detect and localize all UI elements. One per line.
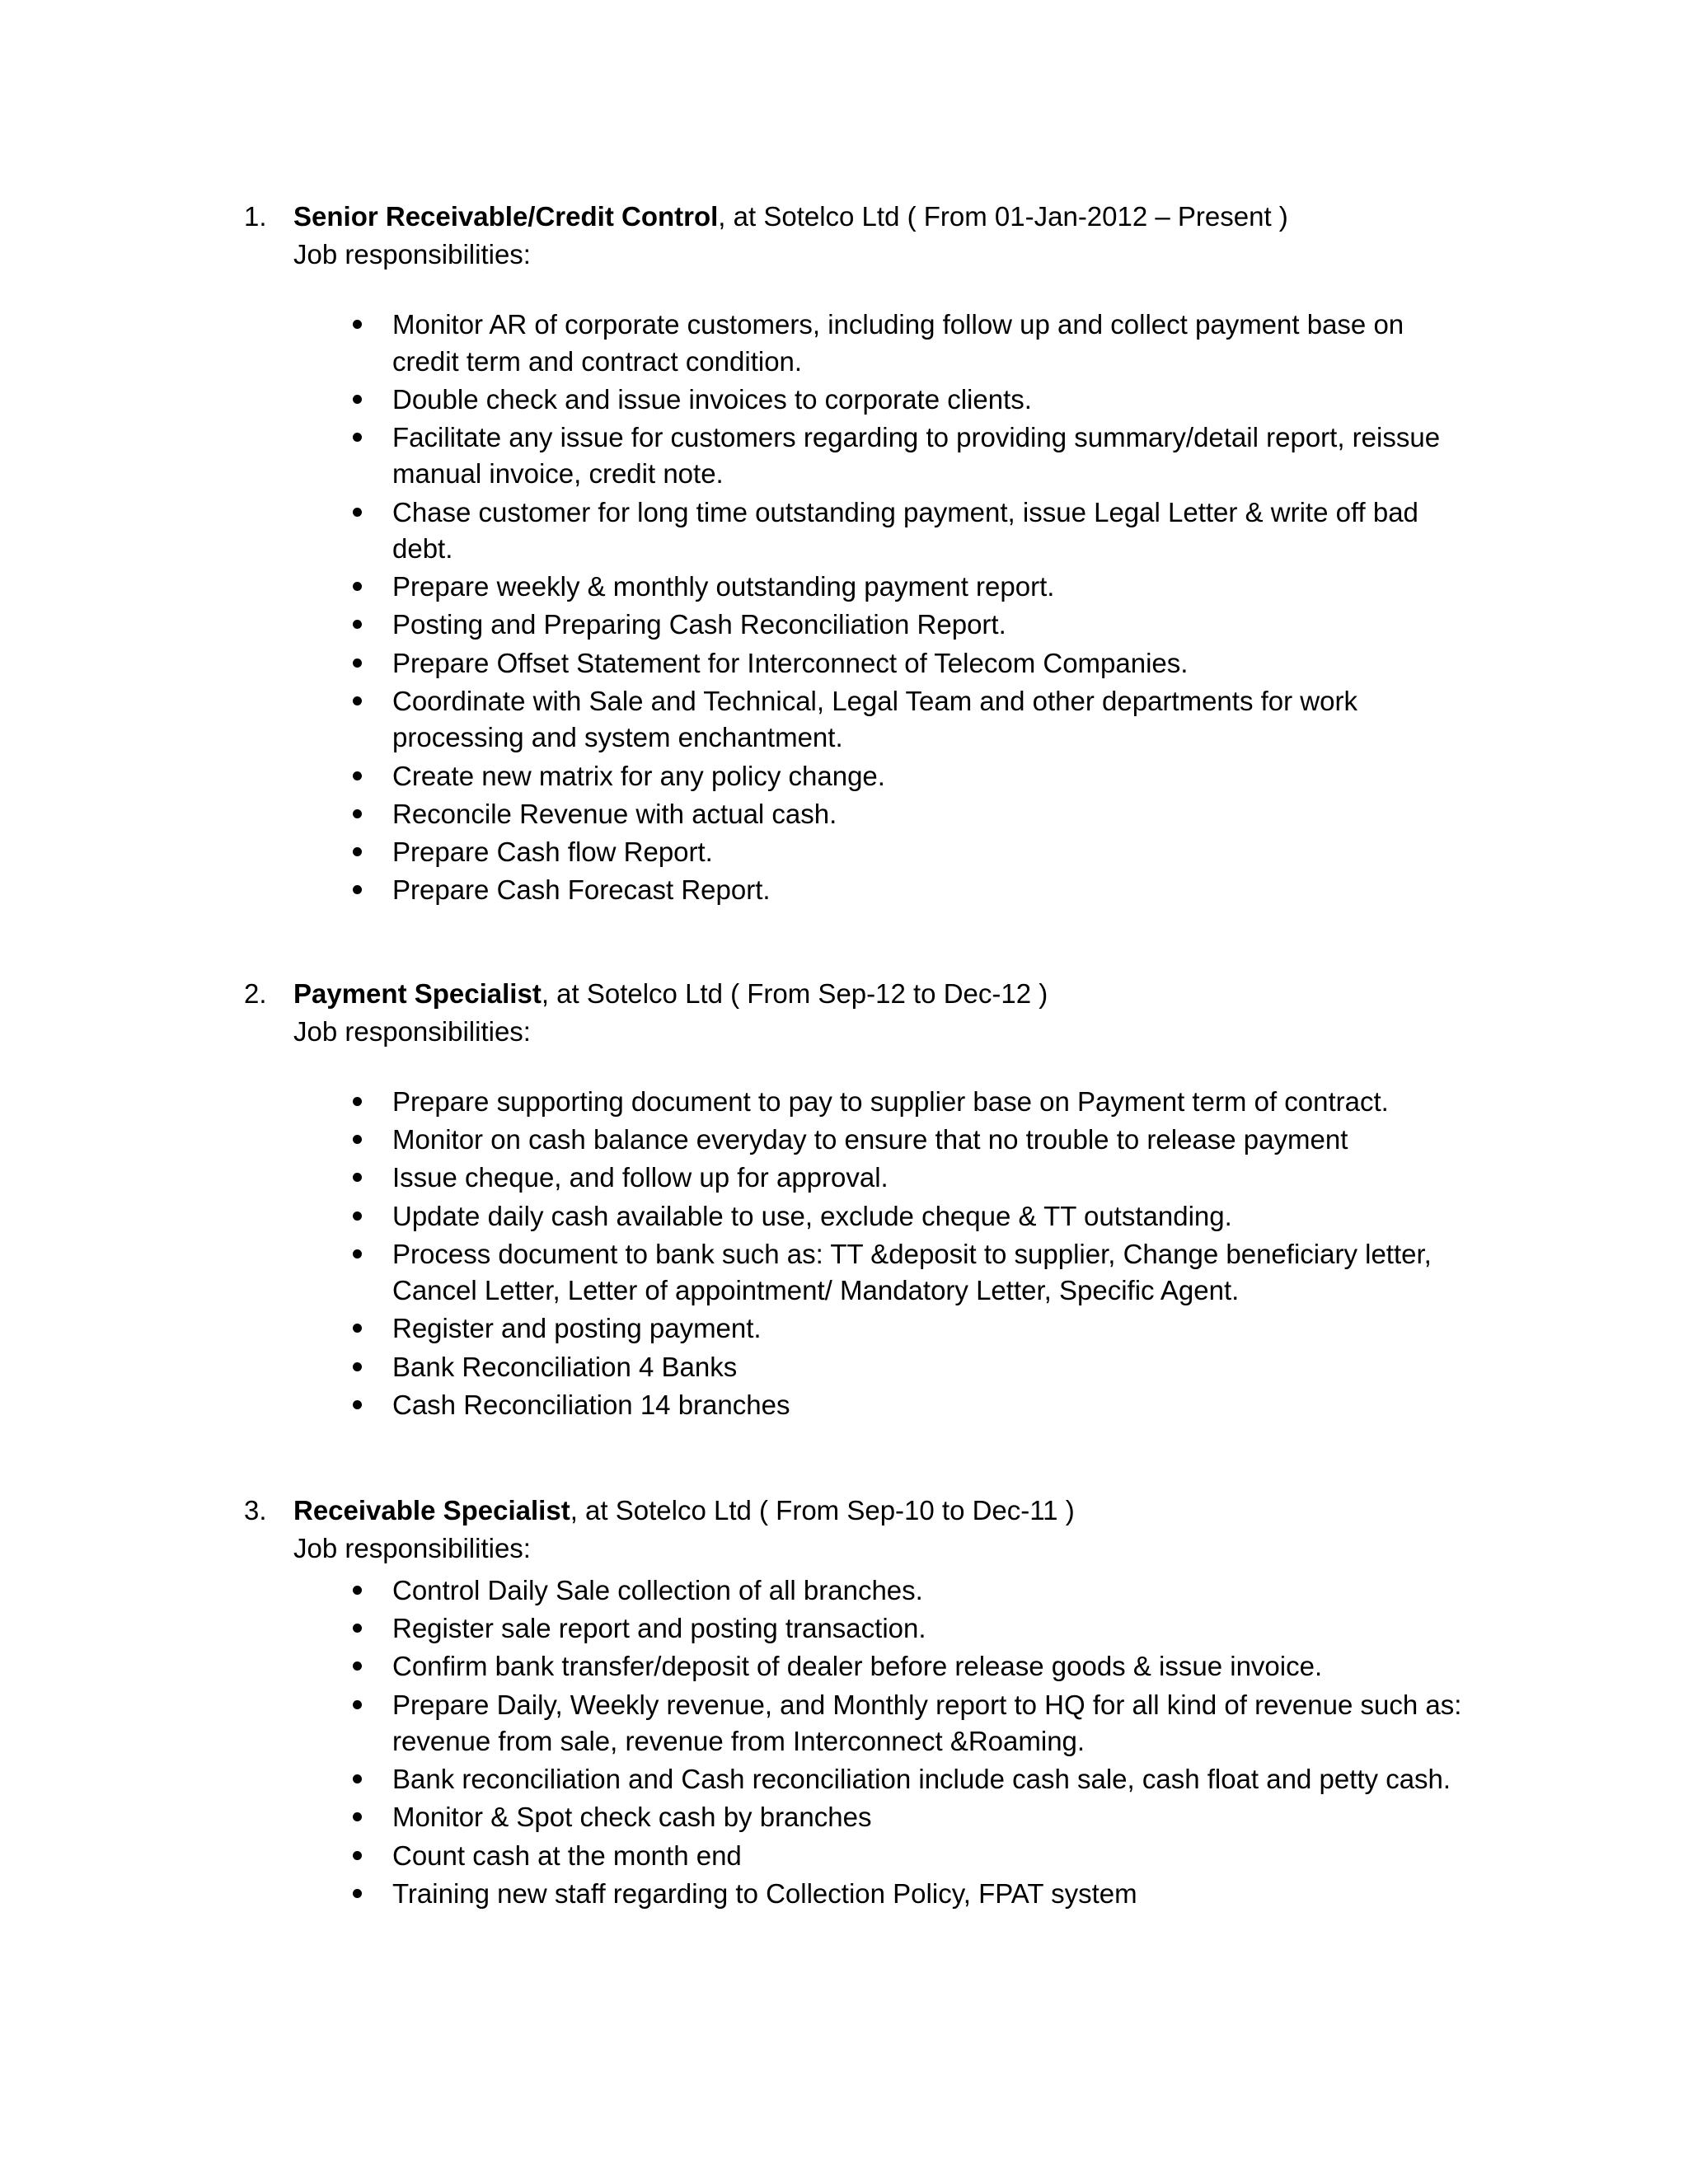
bullet-icon bbox=[353, 1851, 362, 1860]
job-responsibilities-label: Job responsibilities: bbox=[293, 1533, 531, 1563]
list-item-text: Posting and Preparing Cash Reconciliation Report. bbox=[392, 609, 1006, 640]
job-number: 1. bbox=[244, 201, 267, 232]
job-section-1 bbox=[0, 198, 1688, 910]
bullet-icon bbox=[353, 620, 362, 629]
job-heading bbox=[0, 975, 1688, 1013]
bullet-icon bbox=[353, 1774, 362, 1783]
bullet-icon bbox=[353, 395, 362, 404]
list-item bbox=[392, 607, 1464, 644]
job-title: Payment Specialist bbox=[293, 978, 542, 1009]
list-item-text: Control Daily Sale collection of all branches. bbox=[392, 1575, 923, 1605]
list-item-text: Issue cheque, and follow up for approval. bbox=[392, 1162, 889, 1193]
list-item bbox=[392, 419, 1464, 493]
list-item-text: Bank reconciliation and Cash reconciliation include cash sale, cash float and petty cash. bbox=[392, 1764, 1451, 1795]
list-item-text: Prepare Offset Statement for Interconnect of Telecom Companies. bbox=[392, 647, 1189, 678]
bullet-icon bbox=[353, 1812, 362, 1821]
job-section-3 bbox=[0, 1492, 1688, 1914]
bullet-icon bbox=[353, 1889, 362, 1898]
bullet-icon bbox=[353, 320, 362, 329]
bullet-icon bbox=[353, 508, 362, 517]
list-item-text: Prepare supporting document to pay to supplier base on Payment term of contract. bbox=[392, 1086, 1389, 1117]
list-item-text: Process document to bank such as: TT &deposit to supplier, Change beneficiary letter, Cancel Letter, Letter of appointment/ Mandatory Letter, Specific Agent. bbox=[392, 1238, 1432, 1306]
list-item-text: Chase customer for long time outstanding payment, issue Legal Letter & write off bad debt. bbox=[392, 496, 1418, 565]
bullet-icon bbox=[353, 1097, 362, 1106]
list-item-text: Cash Reconciliation 14 branches bbox=[392, 1389, 790, 1420]
list-item-text: Facilitate any issue for customers regarding to providing summary/detail report, reissue manual invoice, credit note. bbox=[392, 421, 1441, 490]
list-item-text: Prepare Daily, Weekly revenue, and Monthly report to HQ for all kind of revenue such as: revenue from sale, revenue from Interconnect &Roaming. bbox=[392, 1689, 1462, 1757]
list-item-text: Monitor AR of corporate customers, including follow up and collect payment base on credit term and contract condition. bbox=[392, 309, 1404, 377]
list-item bbox=[392, 1687, 1464, 1760]
list-item-text: Register sale report and posting transaction. bbox=[392, 1613, 926, 1644]
bullet-icon bbox=[353, 1586, 362, 1595]
bullet-icon bbox=[353, 1249, 362, 1258]
list-item bbox=[392, 683, 1464, 757]
list-item-text: Prepare weekly & monthly outstanding payment report. bbox=[392, 571, 1055, 602]
list-item bbox=[392, 796, 1464, 833]
list-item bbox=[392, 1349, 1464, 1386]
job-section-2 bbox=[0, 975, 1688, 1425]
list-item bbox=[392, 834, 1464, 871]
bullet-icon bbox=[353, 433, 362, 442]
job-title: Receivable Specialist bbox=[293, 1495, 570, 1526]
bullet-icon bbox=[353, 1212, 362, 1221]
bullet-icon bbox=[353, 582, 362, 591]
list-item bbox=[392, 1572, 1464, 1610]
list-item-text: Prepare Cash flow Report. bbox=[392, 836, 713, 867]
list-item-text: Monitor on cash balance everyday to ensure that no trouble to release payment bbox=[392, 1124, 1348, 1155]
list-item bbox=[392, 382, 1464, 419]
list-item bbox=[392, 307, 1464, 380]
bullet-icon bbox=[353, 1400, 362, 1409]
responsibility-list bbox=[0, 1084, 1688, 1423]
list-item bbox=[392, 1610, 1464, 1647]
job-heading bbox=[0, 1492, 1688, 1530]
list-item bbox=[392, 645, 1464, 682]
bullet-icon bbox=[353, 1173, 362, 1182]
bullet-icon bbox=[353, 809, 362, 818]
job-number: 3. bbox=[244, 1495, 267, 1526]
bullet-icon bbox=[353, 1700, 362, 1709]
list-item bbox=[392, 1198, 1464, 1235]
job-heading-text bbox=[293, 1492, 1075, 1530]
list-item-text: Double check and issue invoices to corporate clients. bbox=[392, 383, 1032, 415]
list-item-text: Reconcile Revenue with actual cash. bbox=[392, 798, 837, 829]
job-heading-text bbox=[293, 975, 1048, 1013]
job-detail: , at Sotelco Ltd ( From 01-Jan-2012 – Present ) bbox=[718, 201, 1288, 232]
list-item-text: Training new staff regarding to Collection Policy, FPAT system bbox=[392, 1877, 1137, 1909]
bullet-icon bbox=[353, 1661, 362, 1671]
list-item-text: Count cash at the month end bbox=[392, 1840, 742, 1871]
responsibility-list bbox=[0, 307, 1688, 909]
list-item-text: Coordinate with Sale and Technical, Legal Team and other departments for work processing and system enchantment. bbox=[392, 685, 1357, 753]
bullet-icon bbox=[353, 696, 362, 705]
bullet-icon bbox=[353, 1324, 362, 1333]
list-item-text: Create new matrix for any policy change. bbox=[392, 760, 885, 791]
list-item-text: Monitor & Spot check cash by branches bbox=[392, 1802, 872, 1833]
list-item bbox=[392, 758, 1464, 795]
job-detail: , at Sotelco Ltd ( From Sep-10 to Dec-11 ) bbox=[570, 1495, 1075, 1526]
list-item-text: Register and posting payment. bbox=[392, 1313, 762, 1344]
job-responsibilities-label: Job responsibilities: bbox=[293, 239, 531, 269]
job-heading bbox=[0, 198, 1688, 236]
bullet-icon bbox=[353, 885, 362, 894]
job-detail: , at Sotelco Ltd ( From Sep-12 to Dec-12 ) bbox=[541, 978, 1048, 1009]
list-item-text: Prepare Cash Forecast Report. bbox=[392, 874, 771, 906]
bullet-icon bbox=[353, 771, 362, 780]
list-item bbox=[392, 1236, 1464, 1310]
list-item bbox=[392, 494, 1464, 568]
job-number: 2. bbox=[244, 978, 267, 1009]
list-item bbox=[392, 569, 1464, 606]
list-item bbox=[392, 1648, 1464, 1685]
list-item bbox=[392, 1310, 1464, 1347]
bullet-icon bbox=[353, 1135, 362, 1144]
list-item bbox=[392, 1160, 1464, 1197]
list-item bbox=[392, 1761, 1464, 1798]
list-item bbox=[392, 1799, 1464, 1836]
list-item bbox=[392, 1084, 1464, 1121]
bullet-icon bbox=[353, 1624, 362, 1633]
list-item bbox=[392, 1876, 1464, 1913]
list-item bbox=[392, 1838, 1464, 1875]
list-item bbox=[392, 1387, 1464, 1424]
job-heading-text bbox=[293, 198, 1288, 236]
list-item-text: Update daily cash available to use, exclude cheque & TT outstanding. bbox=[392, 1200, 1232, 1231]
list-item bbox=[392, 1122, 1464, 1159]
list-item-text: Bank Reconciliation 4 Banks bbox=[392, 1351, 738, 1382]
job-responsibilities-label: Job responsibilities: bbox=[293, 1016, 531, 1047]
bullet-icon bbox=[353, 847, 362, 856]
list-item bbox=[392, 872, 1464, 909]
bullet-icon bbox=[353, 1362, 362, 1371]
bullet-icon bbox=[353, 658, 362, 668]
list-item-text: Confirm bank transfer/deposit of dealer before release goods & issue invoice. bbox=[392, 1651, 1323, 1682]
job-title: Senior Receivable/Credit Control bbox=[293, 201, 719, 232]
responsibility-list bbox=[0, 1572, 1688, 1912]
